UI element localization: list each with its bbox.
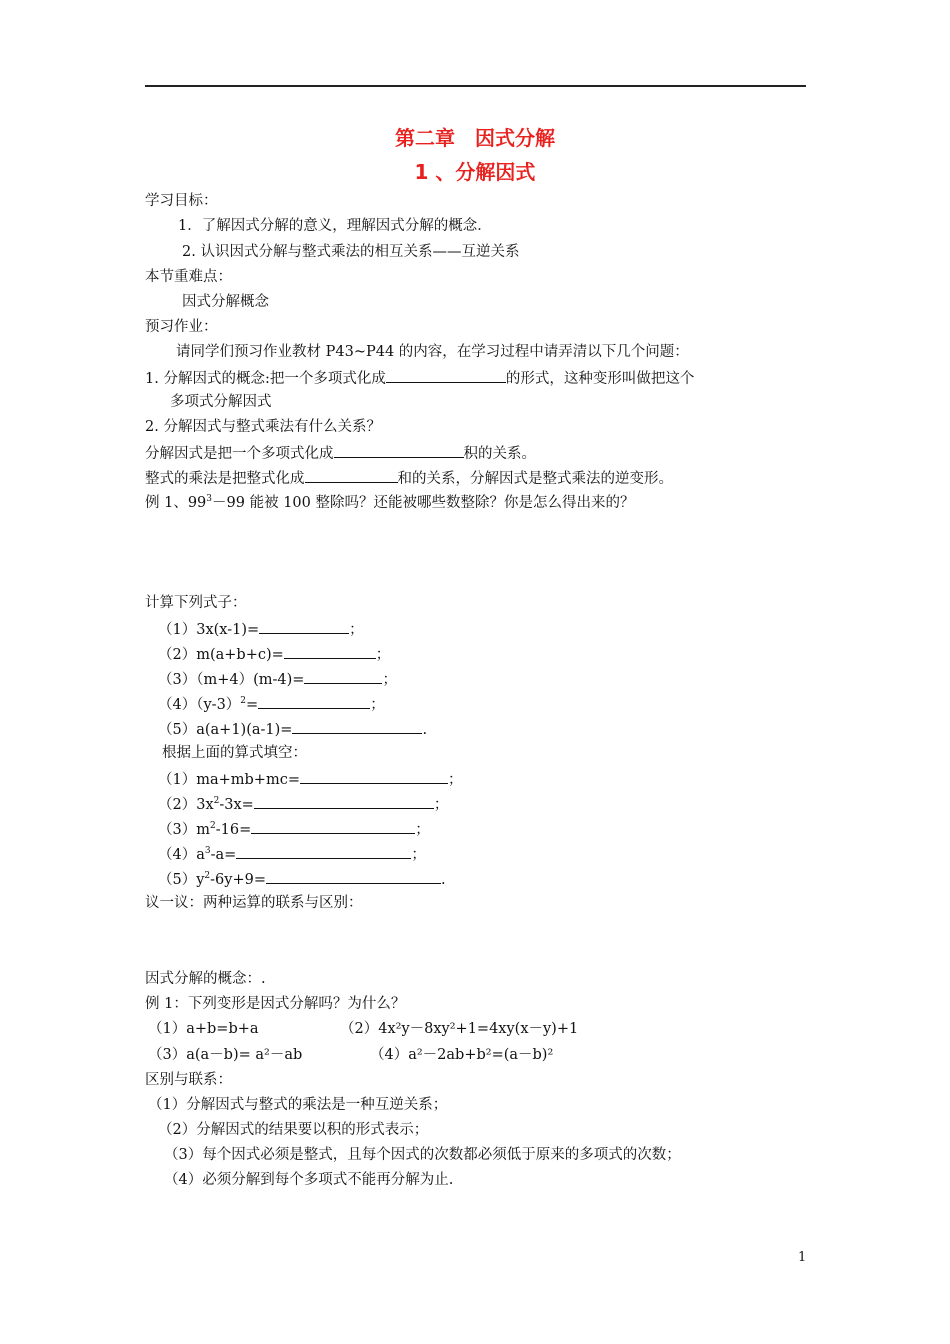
example-item-1: （1）a+b=b+a bbox=[148, 1021, 259, 1037]
section-title: 1 、分解因式 bbox=[414, 160, 536, 184]
question-3 bbox=[145, 443, 536, 463]
compute-expr: （2）m(a+b+c)= bbox=[158, 647, 284, 663]
question-3-text: 分解因式是把一个多项式化成 bbox=[145, 446, 334, 462]
exponent: 2 bbox=[240, 696, 247, 706]
fill-expr: （3）m bbox=[158, 822, 210, 838]
example-item-4: （4）a²－2ab+b²=(a－b)² bbox=[370, 1047, 554, 1063]
punct: ； bbox=[433, 797, 449, 813]
fill-expr: -6y+9= bbox=[210, 872, 266, 888]
fill-expr: （5）y bbox=[158, 872, 205, 888]
fill-expr: -a= bbox=[210, 847, 237, 863]
fill-expr: （2）3x bbox=[158, 797, 214, 813]
answer-blank[interactable] bbox=[300, 769, 448, 784]
fill-item-3 bbox=[158, 819, 430, 839]
compute-item-4 bbox=[158, 694, 385, 714]
question-1-cont: 多项式分解因式 bbox=[170, 394, 272, 410]
difficulty-heading: 本节重难点： bbox=[145, 269, 232, 285]
answer-blank[interactable] bbox=[284, 644, 376, 659]
answer-blank[interactable] bbox=[251, 819, 415, 834]
example-heading: 例 1：下列变形是因式分解吗？为什么？ bbox=[145, 996, 406, 1012]
exponent: 2 bbox=[204, 871, 211, 881]
question-3-text-tail: 积的关系。 bbox=[463, 446, 536, 462]
answer-blank[interactable] bbox=[266, 869, 441, 884]
question-1-text: 1. 分解因式的概念:把一个多项式化成 bbox=[145, 371, 386, 387]
relation-item-4: （4）必须分解到每个多项式不能再分解为止. bbox=[164, 1172, 454, 1188]
fill-heading: 根据上面的算式填空： bbox=[162, 745, 307, 761]
punct: ； bbox=[349, 622, 364, 638]
goal-2: 2. 认识因式分解与整式乘法的相互关系——互逆关系 bbox=[182, 244, 520, 260]
fill-item-5 bbox=[158, 869, 446, 889]
question-1 bbox=[145, 368, 694, 388]
compute-expr: （3）（m+4）(m-4)= bbox=[158, 672, 305, 688]
fill-item-1 bbox=[158, 769, 462, 789]
header-rule bbox=[145, 85, 806, 87]
punct: ； bbox=[447, 772, 463, 788]
exponent: 3 bbox=[206, 494, 213, 504]
question-4-text-tail: 和的关系，分解因式是整式乘法的逆变形。 bbox=[397, 471, 673, 487]
compute-expr: （1）3x(x-1)= bbox=[158, 622, 260, 638]
preview-intro: 请同学们预习作业教材 P43~P44 的内容，在学习过程中请弄清以下几个问题： bbox=[176, 344, 689, 360]
example-1-question bbox=[145, 494, 634, 512]
relation-item-1: （1）分解因式与整式的乘法是一种互逆关系； bbox=[148, 1097, 448, 1113]
preview-heading: 预习作业： bbox=[145, 319, 218, 335]
compute-expr: = bbox=[246, 697, 259, 713]
question-4 bbox=[145, 468, 673, 488]
fill-item-4 bbox=[158, 844, 426, 864]
answer-blank[interactable] bbox=[258, 694, 370, 709]
example-1-label: 例 1、99 bbox=[145, 495, 207, 511]
fill-item-2 bbox=[158, 794, 448, 814]
relation-item-3: （3）每个因式必须是整式，且每个因式的次数都必须低于原来的多项式的次数； bbox=[164, 1147, 681, 1163]
punct: ； bbox=[411, 847, 426, 863]
fill-expr: -16= bbox=[215, 822, 252, 838]
concept-line: 因式分解的概念：. bbox=[145, 971, 266, 987]
difficulty-item: 因式分解概念 bbox=[182, 294, 269, 310]
example-item-3: （3）a(a－b)= a²－ab bbox=[148, 1047, 303, 1063]
exponent: 2 bbox=[213, 796, 220, 806]
answer-blank[interactable] bbox=[236, 844, 411, 859]
punct: ； bbox=[382, 672, 397, 688]
question-2: 2. 分解因式与整式乘法有什么关系？ bbox=[145, 419, 381, 435]
compute-item-5 bbox=[158, 719, 427, 739]
answer-blank[interactable] bbox=[305, 468, 398, 483]
exponent: 3 bbox=[204, 846, 211, 856]
punct: ； bbox=[415, 822, 430, 838]
compute-item-2 bbox=[158, 644, 390, 664]
question-1-text-tail: 的形式，这种变形叫做把这个 bbox=[505, 371, 695, 387]
punct: ； bbox=[370, 697, 385, 713]
punct: . bbox=[422, 722, 428, 738]
punct: ； bbox=[375, 647, 391, 663]
compute-heading: 计算下列式子： bbox=[145, 595, 247, 611]
relation-heading: 区别与联系： bbox=[145, 1072, 232, 1088]
goals-heading: 学习目标： bbox=[145, 193, 218, 209]
discuss-line: 议一议：两种运算的联系与区别： bbox=[145, 895, 363, 911]
compute-expr: （5）a(a+1)(a-1)= bbox=[158, 722, 293, 738]
compute-expr: （4）（y-3） bbox=[158, 697, 241, 713]
relation-item-2: （2）分解因式的结果要以积的形式表示； bbox=[158, 1122, 429, 1138]
example-1-text: －99 能被 100 整除吗？还能被哪些数整除？你是怎么得出来的？ bbox=[212, 495, 635, 511]
answer-blank[interactable] bbox=[254, 794, 434, 809]
answer-blank[interactable] bbox=[386, 368, 506, 383]
answer-blank[interactable] bbox=[304, 669, 382, 684]
example-item-2: （2）4x²y－8xy²+1=4xy(x－y)+1 bbox=[340, 1021, 579, 1037]
compute-item-3 bbox=[158, 669, 397, 689]
fill-expr: （1）ma+mb+mc= bbox=[158, 772, 300, 788]
answer-blank[interactable] bbox=[334, 443, 464, 458]
goal-1: 1．了解因式分解的意义，理解因式分解的概念． bbox=[178, 218, 492, 234]
fill-expr: （4）a bbox=[158, 847, 205, 863]
punct: . bbox=[441, 872, 446, 888]
fill-expr: -3x= bbox=[219, 797, 254, 813]
question-4-text: 整式的乘法是把整式化成 bbox=[145, 471, 305, 487]
compute-item-1 bbox=[158, 619, 364, 639]
answer-blank[interactable] bbox=[259, 619, 349, 634]
page-number: 1 bbox=[798, 1250, 807, 1265]
chapter-title: 第二章 因式分解 bbox=[395, 126, 555, 150]
exponent: 2 bbox=[209, 821, 216, 831]
answer-blank[interactable] bbox=[292, 719, 422, 734]
